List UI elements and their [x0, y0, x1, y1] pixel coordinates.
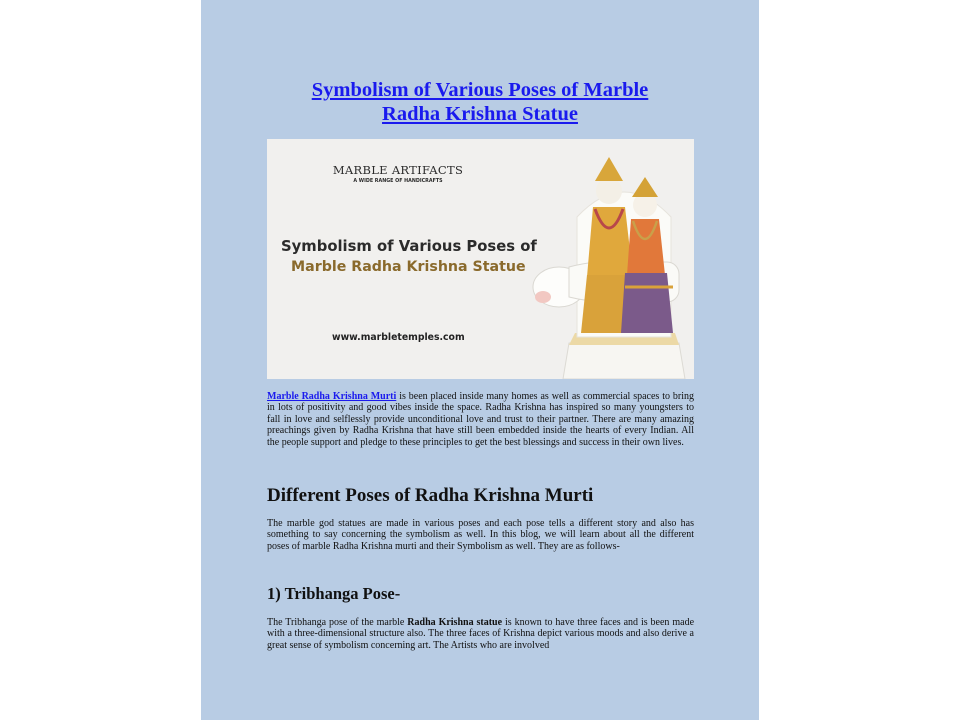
section-heading-different-poses: Different Poses of Radha Krishna Murti	[267, 485, 594, 506]
marble-radha-krishna-murti-link[interactable]: Marble Radha Krishna Murti	[267, 391, 397, 402]
poses-intro-paragraph: The marble god statues are made in various poses and each pose tells a different story and also has something to say concerning the symbolism as well. In this blog, we will learn about all the different poses of marble Radha Krishna murti and their Symbolism as well. They are as follows-	[267, 518, 694, 552]
banner-url: www.marbletemples.com	[332, 332, 465, 343]
intro-text: is been placed inside many homes as well as commercial spaces to bring in lots of positivity and good vibes inside the space. Radha Krishna has inspired so many youngsters to fall in love and selflessly provide unconditional love and trust to their partner. There are many amazing preachings given by Radha Krishna that have still been embedded inside the hearts of every Indian. All the people support and pledge to these principles to get the best blessings and success in their own lives.	[267, 391, 694, 448]
tribhanga-paragraph	[267, 617, 694, 651]
banner-heading-line-1: Symbolism of Various Poses of	[281, 238, 537, 255]
title-line-2[interactable]: Radha Krishna Statue	[382, 103, 578, 125]
page-title[interactable]	[201, 78, 759, 126]
tribhanga-text-end: is known to have three faces and is been made with a three-dimensional structure also. The three faces of Krishna depict various moods and also derive a great sense of symbolism concerning art. The Artists who are involved	[267, 617, 695, 651]
title-line-1[interactable]: Symbolism of Various Poses of Marble	[311, 79, 649, 101]
document-page	[201, 0, 759, 720]
brand-name: MARBLE ARTIFACTS	[332, 163, 464, 177]
radha-krishna-statue-illustration	[529, 147, 694, 379]
intro-paragraph	[267, 391, 694, 448]
brand-logo	[331, 163, 465, 184]
section-heading-tribhanga: 1) Tribhanga Pose-	[267, 584, 401, 603]
banner-image	[267, 139, 694, 379]
tribhanga-text-start: The Tribhanga pose of the marble	[267, 617, 408, 628]
radha-krishna-statue-bold: Radha Krishna statue	[407, 617, 503, 628]
brand-tagline: A WIDE RANGE OF HANDICRAFTS	[353, 179, 443, 184]
banner-heading-line-2: Marble Radha Krishna Statue	[291, 259, 526, 275]
